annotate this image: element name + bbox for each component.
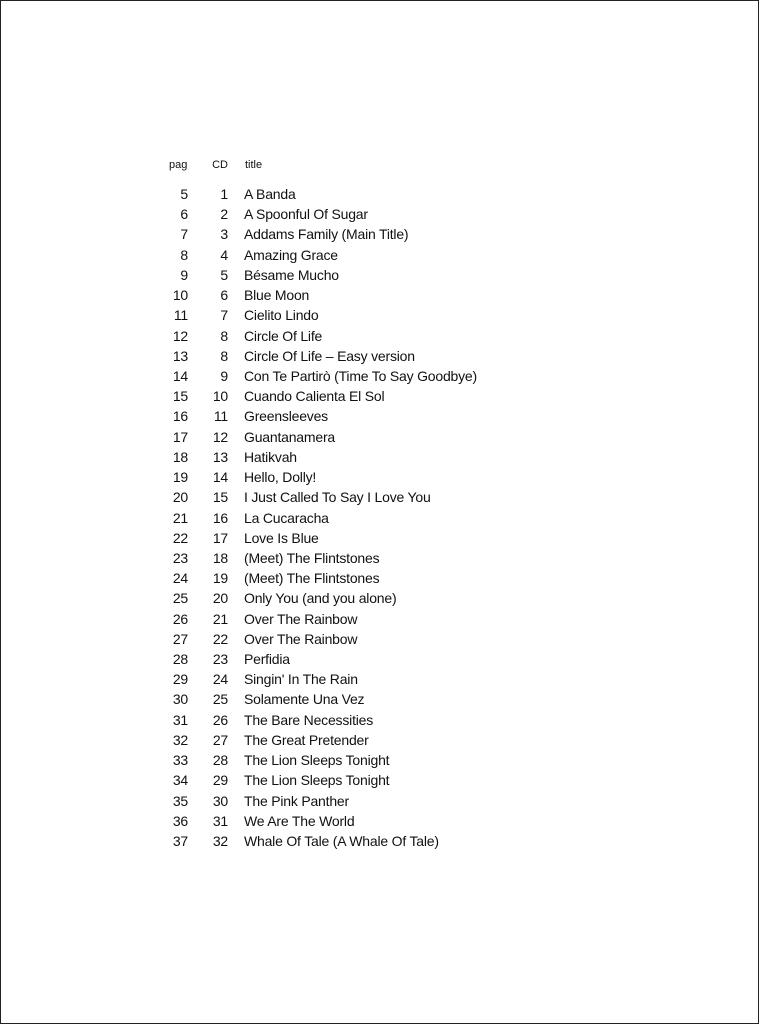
row-page-number: 9 [180,266,188,283]
row-page-number: 5 [180,186,188,202]
contents-row [161,305,581,325]
contents-row [161,609,581,629]
contents-row [161,346,581,366]
row-song-title: I Just Called To Say I Love You [244,489,431,506]
contents-row [161,224,581,244]
row-song-title: Amazing Grace [244,246,338,263]
contents-row [161,528,581,548]
row-cd-track: 4 [220,246,228,263]
contents-row [161,184,581,204]
row-page-number: 27 [172,630,188,647]
contents-rows [161,184,581,851]
contents-row [161,649,581,669]
contents-header-row [161,156,581,174]
row-cd-track: 18 [212,549,228,566]
row-song-title: Over The Rainbow [244,610,358,627]
row-song-title: Love Is Blue [244,529,319,546]
row-cd-track: 9 [220,367,228,384]
contents-row [161,326,581,346]
row-page-number: 32 [172,731,188,748]
row-song-title: Singin' In The Rain [244,671,358,688]
row-song-title: The Lion Sleeps Tonight [244,752,390,769]
row-page-number: 34 [172,772,188,789]
contents-row [161,588,581,608]
header-pag: pag [169,159,188,171]
row-page-number: 19 [172,469,188,486]
row-song-title: Con Te Partirò (Time To Say Goodbye) [244,367,477,384]
row-song-title: Solamente Una Vez [244,691,365,708]
contents-row [161,689,581,709]
row-song-title: Only You (and you alone) [244,590,397,607]
contents-row [161,710,581,730]
row-cd-track: 17 [212,529,228,546]
row-cd-track: 32 [212,833,228,849]
row-cd-track: 15 [212,489,228,506]
row-song-title: The Lion Sleeps Tonight [244,772,390,789]
row-song-title: Circle Of Life [244,327,323,344]
contents-row [161,669,581,689]
contents-row [161,427,581,447]
row-page-number: 17 [172,428,188,445]
contents-row [161,791,581,811]
row-song-title: Bésame Mucho [244,266,339,283]
contents-row [161,467,581,487]
contents-row [161,366,581,386]
row-cd-track: 28 [212,752,228,769]
row-cd-track: 7 [220,307,228,324]
contents-row [161,548,581,568]
contents-row [161,629,581,649]
row-cd-track: 31 [212,812,228,829]
row-cd-track: 2 [220,206,228,223]
row-cd-track: 13 [212,448,228,465]
row-page-number: 20 [172,489,188,506]
row-page-number: 14 [172,367,188,384]
row-cd-track: 10 [212,388,228,405]
contents-row [161,386,581,406]
row-cd-track: 8 [220,347,228,364]
row-page-number: 26 [172,610,188,627]
row-cd-track: 5 [220,266,228,283]
contents-row [161,265,581,285]
row-page-number: 11 [173,307,188,324]
row-page-number: 18 [172,448,188,465]
row-song-title: Greensleeves [244,408,328,425]
contents-row [161,245,581,265]
row-song-title: Perfidia [244,651,290,668]
row-song-title: We Are The World [244,812,355,829]
row-cd-track: 22 [212,630,228,647]
row-cd-track: 20 [212,590,228,607]
row-page-number: 15 [172,388,188,405]
row-song-title: Cuando Calienta El Sol [244,388,385,405]
row-cd-track: 21 [212,610,228,627]
header-title: title [245,159,263,171]
row-page-number: 29 [172,671,188,688]
row-cd-track: 24 [212,671,228,688]
row-song-title: (Meet) The Flintstones [244,570,380,587]
row-song-title: Hatikvah [244,448,297,465]
row-page-number: 21 [172,509,188,526]
contents-row [161,730,581,750]
contents-row [161,770,581,790]
contents-row [161,204,581,224]
row-song-title: The Pink Panther [244,792,349,809]
row-cd-track: 14 [212,469,228,486]
contents-row [161,568,581,588]
row-song-title: Hello, Dolly! [244,469,317,486]
row-song-title: Blue Moon [244,287,310,304]
row-page-number: 6 [180,206,188,223]
row-song-title: Circle Of Life – Easy version [244,347,415,364]
row-page-number: 12 [172,327,188,344]
row-cd-track: 30 [212,792,228,809]
row-page-number: 28 [172,651,188,668]
contents-row [161,285,581,305]
row-cd-track: 6 [220,287,228,304]
row-page-number: 13 [172,347,188,364]
row-page-number: 37 [172,833,188,849]
contents-row [161,831,581,851]
row-cd-track: 29 [212,772,228,789]
row-cd-track: 27 [212,731,228,748]
row-cd-track: 11 [213,408,228,425]
contents-table [161,156,581,851]
row-song-title: La Cucaracha [244,509,329,526]
contents-row [161,750,581,770]
row-song-title: Over The Rainbow [244,630,358,647]
header-cd: CD [212,159,228,171]
row-page-number: 22 [172,529,188,546]
row-cd-track: 19 [212,570,228,587]
row-cd-track: 23 [212,651,228,668]
row-page-number: 8 [180,246,188,263]
row-song-title: Cielito Lindo [244,307,319,324]
row-song-title: Whale Of Tale (A Whale Of Tale) [244,833,439,849]
row-page-number: 10 [172,287,188,304]
row-song-title: The Bare Necessities [244,711,374,728]
contents-row [161,406,581,426]
row-cd-track: 26 [212,711,228,728]
row-song-title: A Banda [244,186,296,202]
row-cd-track: 16 [212,509,228,526]
row-page-number: 35 [172,792,188,809]
contents-row [161,487,581,507]
row-page-number: 25 [172,590,188,607]
row-cd-track: 12 [212,428,228,445]
contents-row [161,508,581,528]
contents-row [161,811,581,831]
row-page-number: 30 [172,691,188,708]
row-song-title: Addams Family (Main Title) [244,226,409,243]
row-page-number: 24 [172,570,188,587]
row-cd-track: 3 [220,226,228,243]
row-cd-track: 25 [212,691,228,708]
row-cd-track: 1 [220,186,228,202]
row-page-number: 7 [180,226,188,243]
row-page-number: 33 [172,752,188,769]
row-song-title: Guantanamera [244,428,335,445]
contents-row [161,447,581,467]
row-song-title: The Great Pretender [244,731,369,748]
row-song-title: A Spoonful Of Sugar [244,206,368,223]
row-page-number: 31 [172,711,188,728]
row-page-number: 16 [172,408,188,425]
row-page-number: 23 [172,549,188,566]
row-cd-track: 8 [220,327,228,344]
row-page-number: 36 [172,812,188,829]
row-song-title: (Meet) The Flintstones [244,549,380,566]
